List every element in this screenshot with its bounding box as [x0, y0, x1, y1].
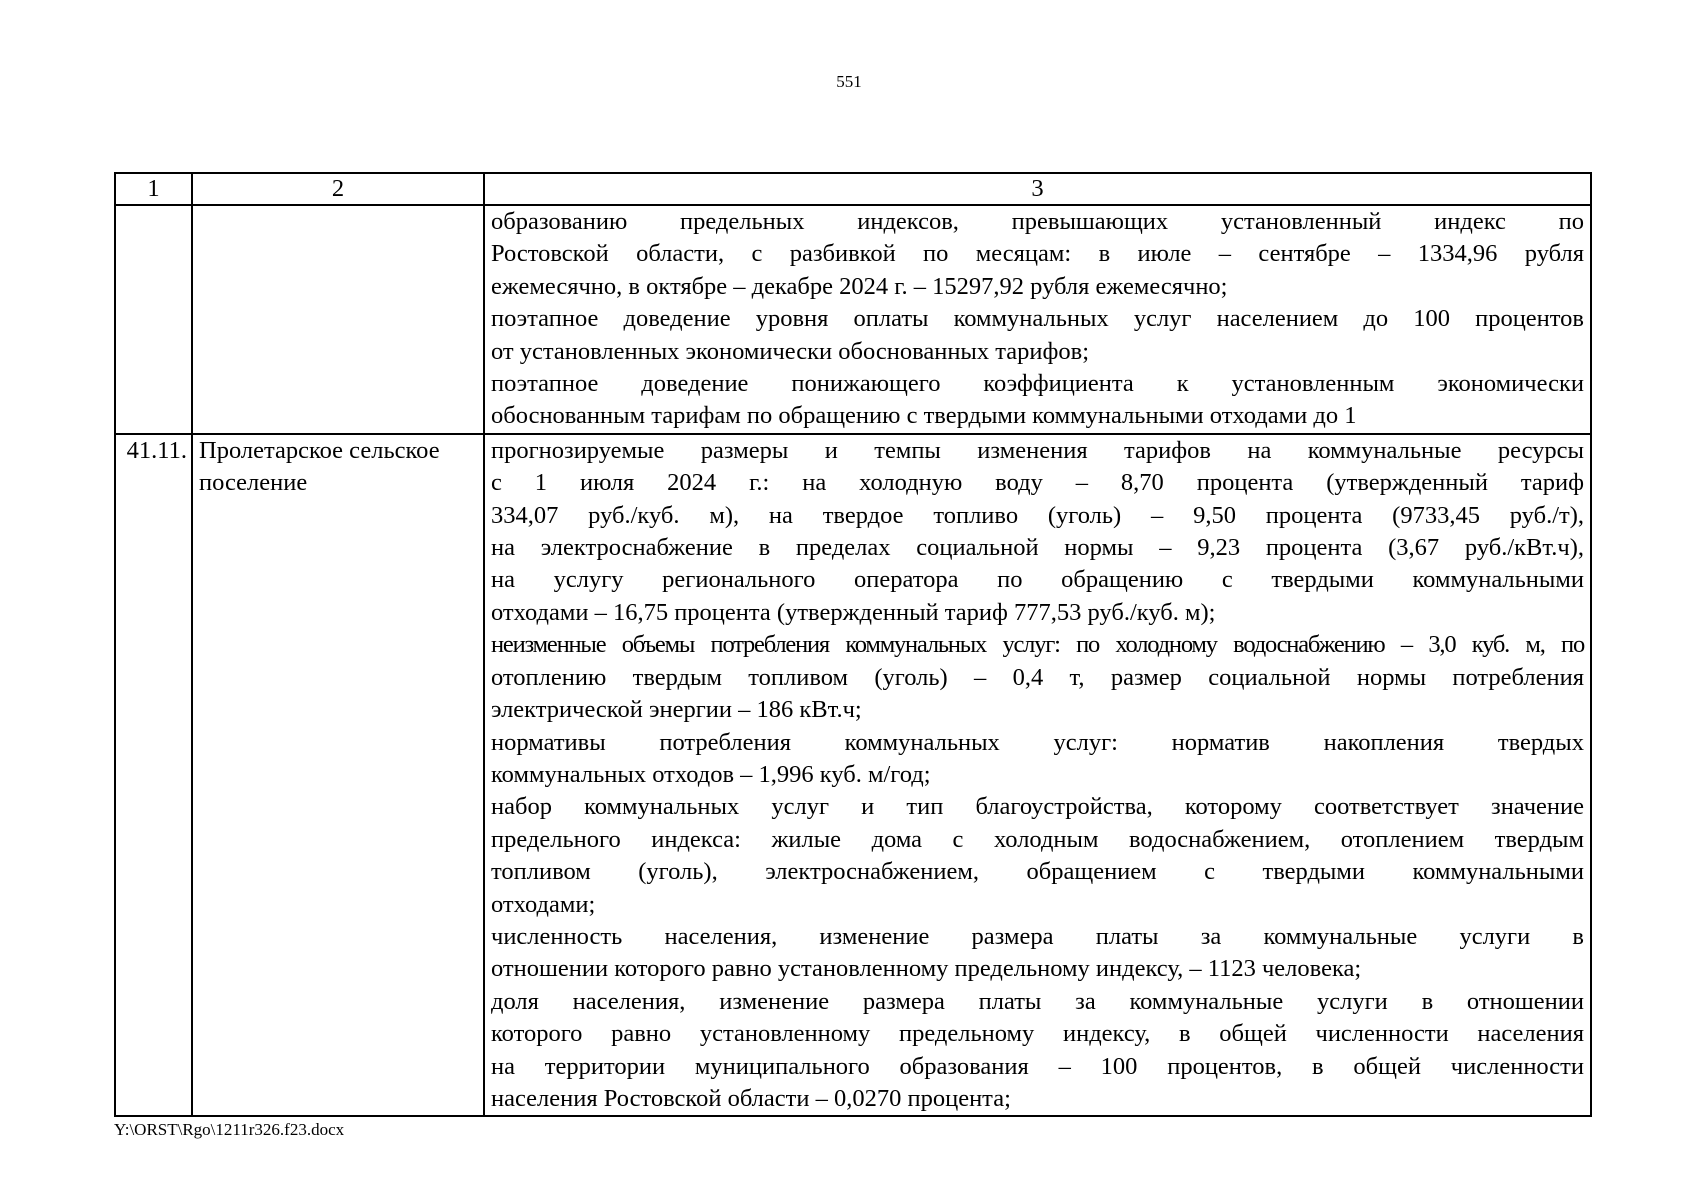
paragraph-line: от установленных экономически обоснованных тарифов;	[491, 337, 1090, 365]
row-number: 41.11.	[115, 434, 192, 1117]
paragraph-line: отоплению твердым топливом (уголь) – 0,4 т, размер социальной нормы потребления	[491, 663, 1584, 691]
paragraph-line: коммунальных отходов – 1,996 куб. м/год;	[491, 760, 931, 788]
paragraph-line: 334,07 руб./куб. м), на твердое топливо (уголь) – 9,50 процента (9733,45 руб./т),	[491, 501, 1584, 529]
table-row	[115, 434, 1591, 1117]
paragraph-line: топливом (уголь), электроснабжением, обращением с твердыми коммунальными	[491, 858, 1584, 886]
paragraph-line: нормативы потребления коммунальных услуг: норматив накопления твердых	[491, 728, 1584, 756]
continuation-row	[115, 205, 1591, 434]
paragraph-line: Ростовской области, с разбивкой по месяцам: в июле – сентябре – 1334,96 рубля	[491, 240, 1584, 268]
paragraph-line: электрической энергии – 186 кВт.ч;	[491, 696, 862, 724]
paragraph-line: поэтапное доведение уровня оплаты коммунальных услуг населением до 100 процентов	[491, 305, 1584, 333]
paragraph-line: ежемесячно, в октябре – декабре 2024 г. – 15297,92 рубля ежемесячно;	[491, 272, 1228, 300]
paragraph-line: прогнозируемые размеры и темпы изменения тарифов на коммунальные ресурсы	[491, 436, 1584, 464]
paragraph-line: которого равно установленному предельному индексу, в общей численности населения	[491, 1020, 1584, 1048]
paragraph-line: доля населения, изменение размера платы за коммунальные услуги в отношении	[491, 987, 1584, 1015]
paragraph-line: неизменные объемы потребления коммунальных услуг: по холодному водоснабжению – 3,0 куб. м, по	[491, 631, 1584, 659]
paragraph-line: отходами;	[491, 890, 596, 918]
page-number: 551	[836, 72, 862, 91]
paragraph-line: предельного индекса: жилые дома с холодным водоснабжением, отоплением твердым	[491, 825, 1584, 853]
continuation-text-cell	[484, 205, 1591, 434]
paragraph-line: численность населения, изменение размера платы за коммунальные услуги в	[491, 922, 1584, 950]
paragraph-line: образованию предельных индексов, превышающих установленный индекс по	[491, 208, 1584, 235]
paragraph-line: отходами – 16,75 процента (утвержденный тариф 777,53 руб./куб. м);	[491, 598, 1216, 626]
settlement-name-line: поселение	[199, 469, 308, 497]
settlement-name	[192, 434, 484, 1117]
settlement-name-line: Пролетарское сельское	[199, 436, 440, 464]
paragraph-line: на электроснабжение в пределах социальной нормы – 9,23 процента (3,67 руб./кВт.ч),	[491, 534, 1584, 562]
paragraph-line: набор коммунальных услуг и тип благоустройства, которому соответствует значение	[491, 793, 1584, 821]
continuation-number-cell	[115, 205, 192, 434]
header-col-3: 3	[484, 173, 1591, 205]
paragraph-line: поэтапное доведение понижающего коэффициента к установленным экономически	[491, 370, 1584, 398]
paragraph-line: отношении которого равно установленному предельному индексу, – 1123 человека;	[491, 955, 1362, 983]
paragraph-line: населения Ростовской области – 0,0270 процента;	[491, 1084, 1011, 1112]
footer-file-path: Y:\ORST\Rgo\1211r326.f23.docx	[114, 1120, 345, 1139]
table-header-row	[115, 173, 1591, 205]
header-col-1: 1	[115, 173, 192, 205]
paragraph-line: на территории муниципального образования – 100 процентов, в общей численности	[491, 1052, 1584, 1080]
paragraph-line: на услугу регионального оператора по обращению с твердыми коммунальными	[491, 566, 1584, 594]
paragraph-line: обоснованным тарифам по обращению с твердыми коммунальными отходами до 1	[491, 402, 1357, 430]
row-text-cell	[484, 434, 1591, 1117]
header-col-2: 2	[192, 173, 484, 205]
tariff-table	[114, 172, 1592, 1117]
paragraph-line: с 1 июля 2024 г.: на холодную воду – 8,70 процента (утвержденный тариф	[491, 469, 1584, 497]
continuation-name-cell	[192, 205, 484, 434]
